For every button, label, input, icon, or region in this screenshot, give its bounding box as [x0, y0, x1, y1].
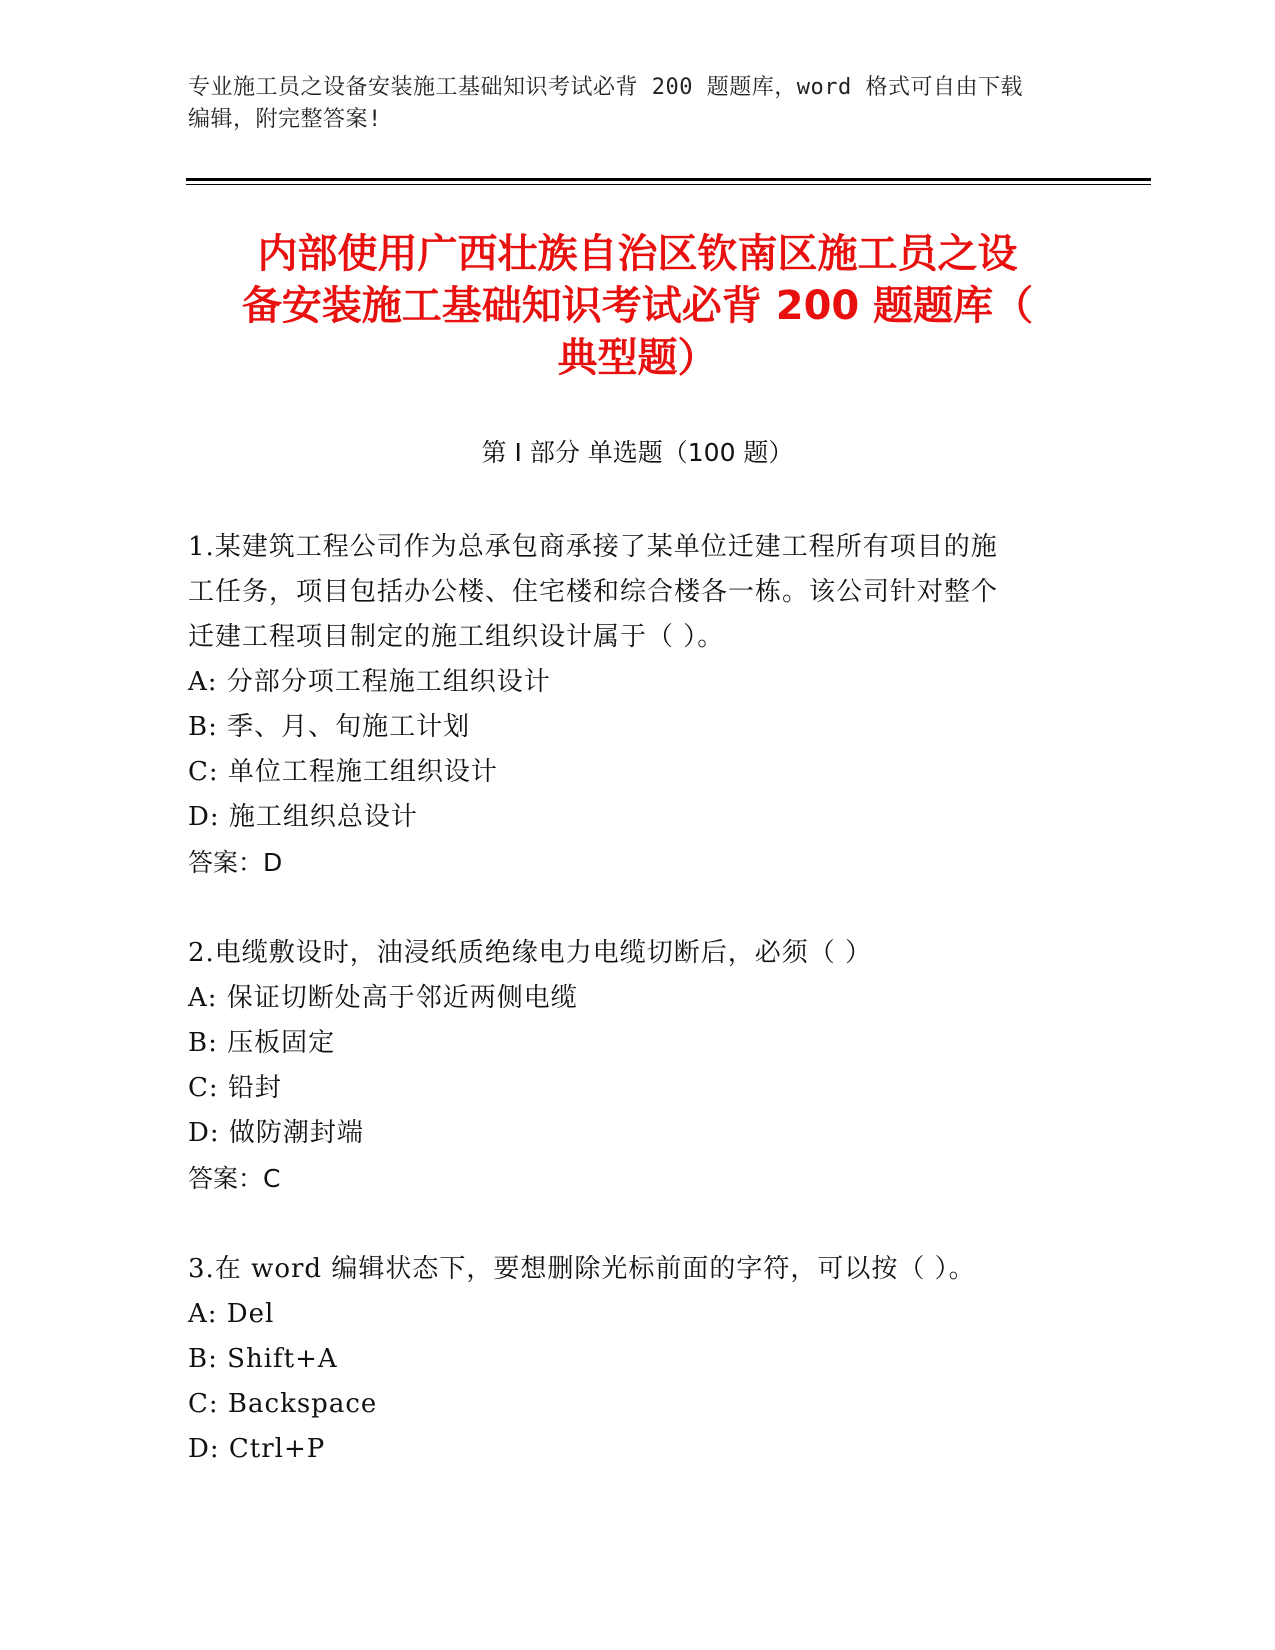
question-stem: 1.某建筑工程公司作为总承包商承接了某单位迁建工程所有项目的施	[188, 532, 998, 562]
question-stem: 2.电缆敷设时，油浸纸质绝缘电力电缆切断后，必须（ ）	[188, 938, 873, 968]
header-note-line: 编辑，附完整答案!	[188, 107, 382, 132]
section-title: 第 I 部分 单选题（100 题）	[481, 438, 794, 467]
title-line: 备安装施工基础知识考试必背 200 题题库（	[241, 283, 1034, 329]
header-rule-thick	[186, 178, 1151, 181]
question-item	[188, 931, 1088, 1201]
option-c: C: 铅封	[188, 1073, 282, 1103]
question-list	[188, 525, 1088, 1518]
option-c: C: 单位工程施工组织设计	[188, 757, 498, 787]
question-item	[188, 525, 1088, 885]
title-line: 典型题）	[557, 335, 718, 381]
option-b: B: Shift+A	[188, 1344, 338, 1374]
header-note	[188, 72, 1088, 136]
answer: 答案：D	[188, 848, 283, 877]
question-stem: 工任务，项目包括办公楼、住宅楼和综合楼各一栋。该公司针对整个	[188, 577, 999, 607]
answer: 答案：C	[188, 1164, 281, 1193]
option-a: A: 分部分项工程施工组织设计	[188, 667, 551, 697]
option-d: D: 做防潮封端	[188, 1118, 364, 1148]
option-b: B: 季、月、旬施工计划	[188, 712, 471, 742]
option-a: A: Del	[188, 1299, 275, 1329]
option-d: D: Ctrl+P	[188, 1434, 326, 1464]
option-a: A: 保证切断处高于邻近两侧电缆	[188, 983, 578, 1013]
option-b: B: 压板固定	[188, 1028, 336, 1058]
title-line: 内部使用广西壮族自治区钦南区施工员之设	[257, 231, 1018, 277]
option-d: D: 施工组织总设计	[188, 802, 418, 832]
question-item	[188, 1247, 1088, 1472]
header-note-line: 专业施工员之设备安装施工基础知识考试必背 200 题题库，word 格式可自由下载	[188, 75, 1023, 100]
question-stem: 3.在 word 编辑状态下，要想删除光标前面的字符，可以按（ ）。	[188, 1254, 976, 1284]
question-stem: 迁建工程项目制定的施工组织设计属于（ ）。	[188, 622, 725, 652]
document-title	[160, 228, 1115, 384]
option-c: C: Backspace	[188, 1389, 378, 1419]
header-rule-thin	[186, 184, 1151, 185]
